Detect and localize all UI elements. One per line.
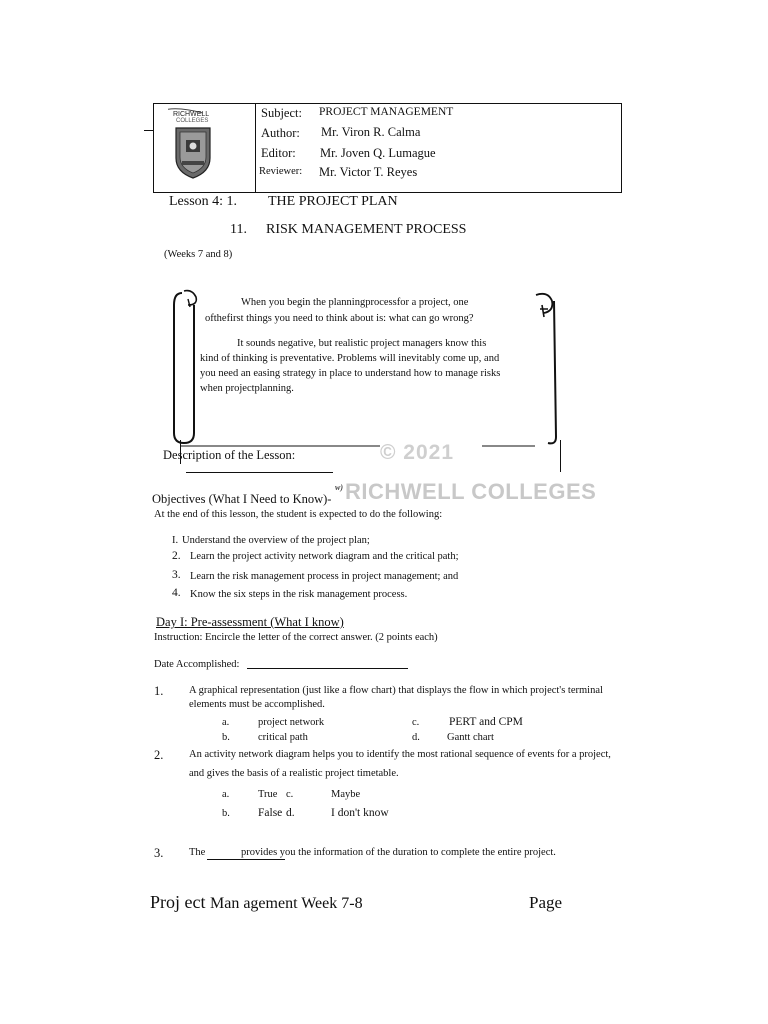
q1-option-c-letter[interactable]: c.	[412, 717, 420, 728]
description-label: Description of the Lesson:	[163, 448, 296, 462]
scroll-para2-line3: you need an easing strategy in place to understand how to manage risks	[200, 368, 501, 379]
footer-page: Page	[529, 893, 563, 912]
lesson-title: THE PROJECT PLAN	[268, 194, 398, 209]
q1-option-a-text: project network	[258, 717, 325, 728]
editor-label: Editor:	[261, 146, 296, 160]
q1-option-a-letter[interactable]: a.	[222, 717, 230, 728]
author-label: Author:	[261, 126, 300, 140]
subject-label: Subject:	[261, 106, 302, 120]
watermark-name: RICHWELL COLLEGES	[345, 479, 597, 504]
scroll-para1-line2: ofthefirst things you need to think about is: what can go wrong?	[205, 313, 474, 324]
scroll-box	[170, 287, 562, 453]
q2-stem-line1: An activity network diagram helps you to identify the most rational sequence of events for a project,	[189, 749, 611, 760]
header-divider	[255, 103, 256, 193]
scroll-para2-line4: when projectplanning.	[200, 383, 294, 394]
q3-post: provides you the information of the duration to complete the entire project.	[241, 847, 556, 858]
reviewer-value: Mr. Victor T. Reyes	[319, 165, 418, 179]
scroll-para2-line1: It sounds negative, but realistic project managers know this	[237, 338, 487, 349]
q1-option-d-text: Gantt chart	[447, 732, 494, 743]
scroll-para1-line1: When you begin the planningprocessfor a project, one	[241, 297, 469, 308]
q1-option-b-letter[interactable]: b.	[222, 732, 230, 743]
q2-option-b-text: False	[258, 807, 283, 819]
lesson-title-2: RISK MANAGEMENT PROCESS	[266, 222, 467, 237]
q2-option-d-letter[interactable]: d.	[286, 807, 295, 819]
objective-num-3: 3.	[172, 569, 181, 581]
q1-option-d-letter[interactable]: d.	[412, 732, 420, 743]
footer-title	[150, 892, 363, 913]
desc-right-rule	[560, 440, 561, 472]
reviewer-label: Reviewer:	[259, 166, 303, 177]
q2-option-c-text: Maybe	[331, 789, 361, 800]
subject-value: PROJECT MANAGEMENT	[319, 106, 454, 118]
q2-option-a-text: True	[258, 789, 278, 800]
scroll-para2-line2: kind of thinking is preventative. Problems will inevitably come up, and	[200, 353, 500, 364]
day1-instruction: Instruction: Encircle the letter of the correct answer. (2 points each)	[154, 632, 438, 643]
q1-number: 1.	[154, 684, 164, 698]
q3-blank[interactable]	[207, 859, 285, 860]
q1-option-c-text: PERT and CPM	[449, 716, 523, 728]
footer-title-part2: Man agement Week 7-8	[210, 895, 363, 912]
objective-text-4: Know the six steps in the risk management process.	[190, 589, 408, 600]
author-value: Mr. Viron R. Calma	[321, 125, 421, 139]
watermark-year: © 2021	[380, 441, 455, 464]
date-accomplished-field[interactable]	[247, 668, 408, 669]
objective-text-3: Learn the risk management process in project management; and	[190, 571, 459, 582]
logo-text-1: RICHWELL	[173, 111, 210, 118]
lesson-number-2: 11.	[230, 222, 247, 237]
description-underline	[186, 472, 333, 473]
q2-option-a-letter[interactable]: a.	[222, 789, 230, 800]
q2-option-d-text: I don't know	[331, 807, 389, 819]
watermark-small: w)	[335, 483, 343, 492]
objective-text-1: Understand the overview of the project plan;	[182, 535, 370, 546]
date-accomplished-label: Date Accomplished:	[154, 659, 240, 670]
objective-num-1: I.	[172, 535, 179, 546]
footer-title-part1: Proj ect	[150, 892, 206, 912]
q3-pre: The	[189, 847, 206, 858]
q2-number: 2.	[154, 748, 164, 762]
lesson-weeks: (Weeks 7 and 8)	[164, 249, 233, 260]
editor-value: Mr. Joven Q. Lumague	[320, 146, 436, 160]
lesson-label: Lesson 4: 1.	[169, 194, 238, 209]
q3-number: 3.	[154, 846, 164, 860]
objectives-heading: Objectives (What I Need to Know)-	[152, 492, 332, 506]
objective-num-4: 4.	[172, 587, 181, 599]
q2-stem-line2: and gives the basis of a realistic project timetable.	[189, 768, 399, 779]
college-logo	[168, 108, 218, 186]
objective-num-2: 2.	[172, 550, 181, 562]
objectives-intro: At the end of this lesson, the student is expected to do the following:	[154, 509, 443, 520]
q1-stem-line1: A graphical representation (just like a flow chart) that displays the flow in which project's terminal	[189, 685, 603, 696]
header-tick	[144, 130, 153, 131]
logo-text-2: COLLEGES	[176, 118, 209, 124]
q1-stem-line2: elements must be accomplished.	[189, 699, 325, 710]
objective-text-2: Learn the project activity network diagram and the critical path;	[190, 551, 459, 562]
day1-heading: Day I: Pre-assessment (What I know)	[156, 615, 344, 629]
q2-option-b-letter[interactable]: b.	[222, 808, 230, 819]
q1-option-b-text: critical path	[258, 732, 308, 743]
q2-option-c-letter[interactable]: c.	[286, 789, 294, 800]
